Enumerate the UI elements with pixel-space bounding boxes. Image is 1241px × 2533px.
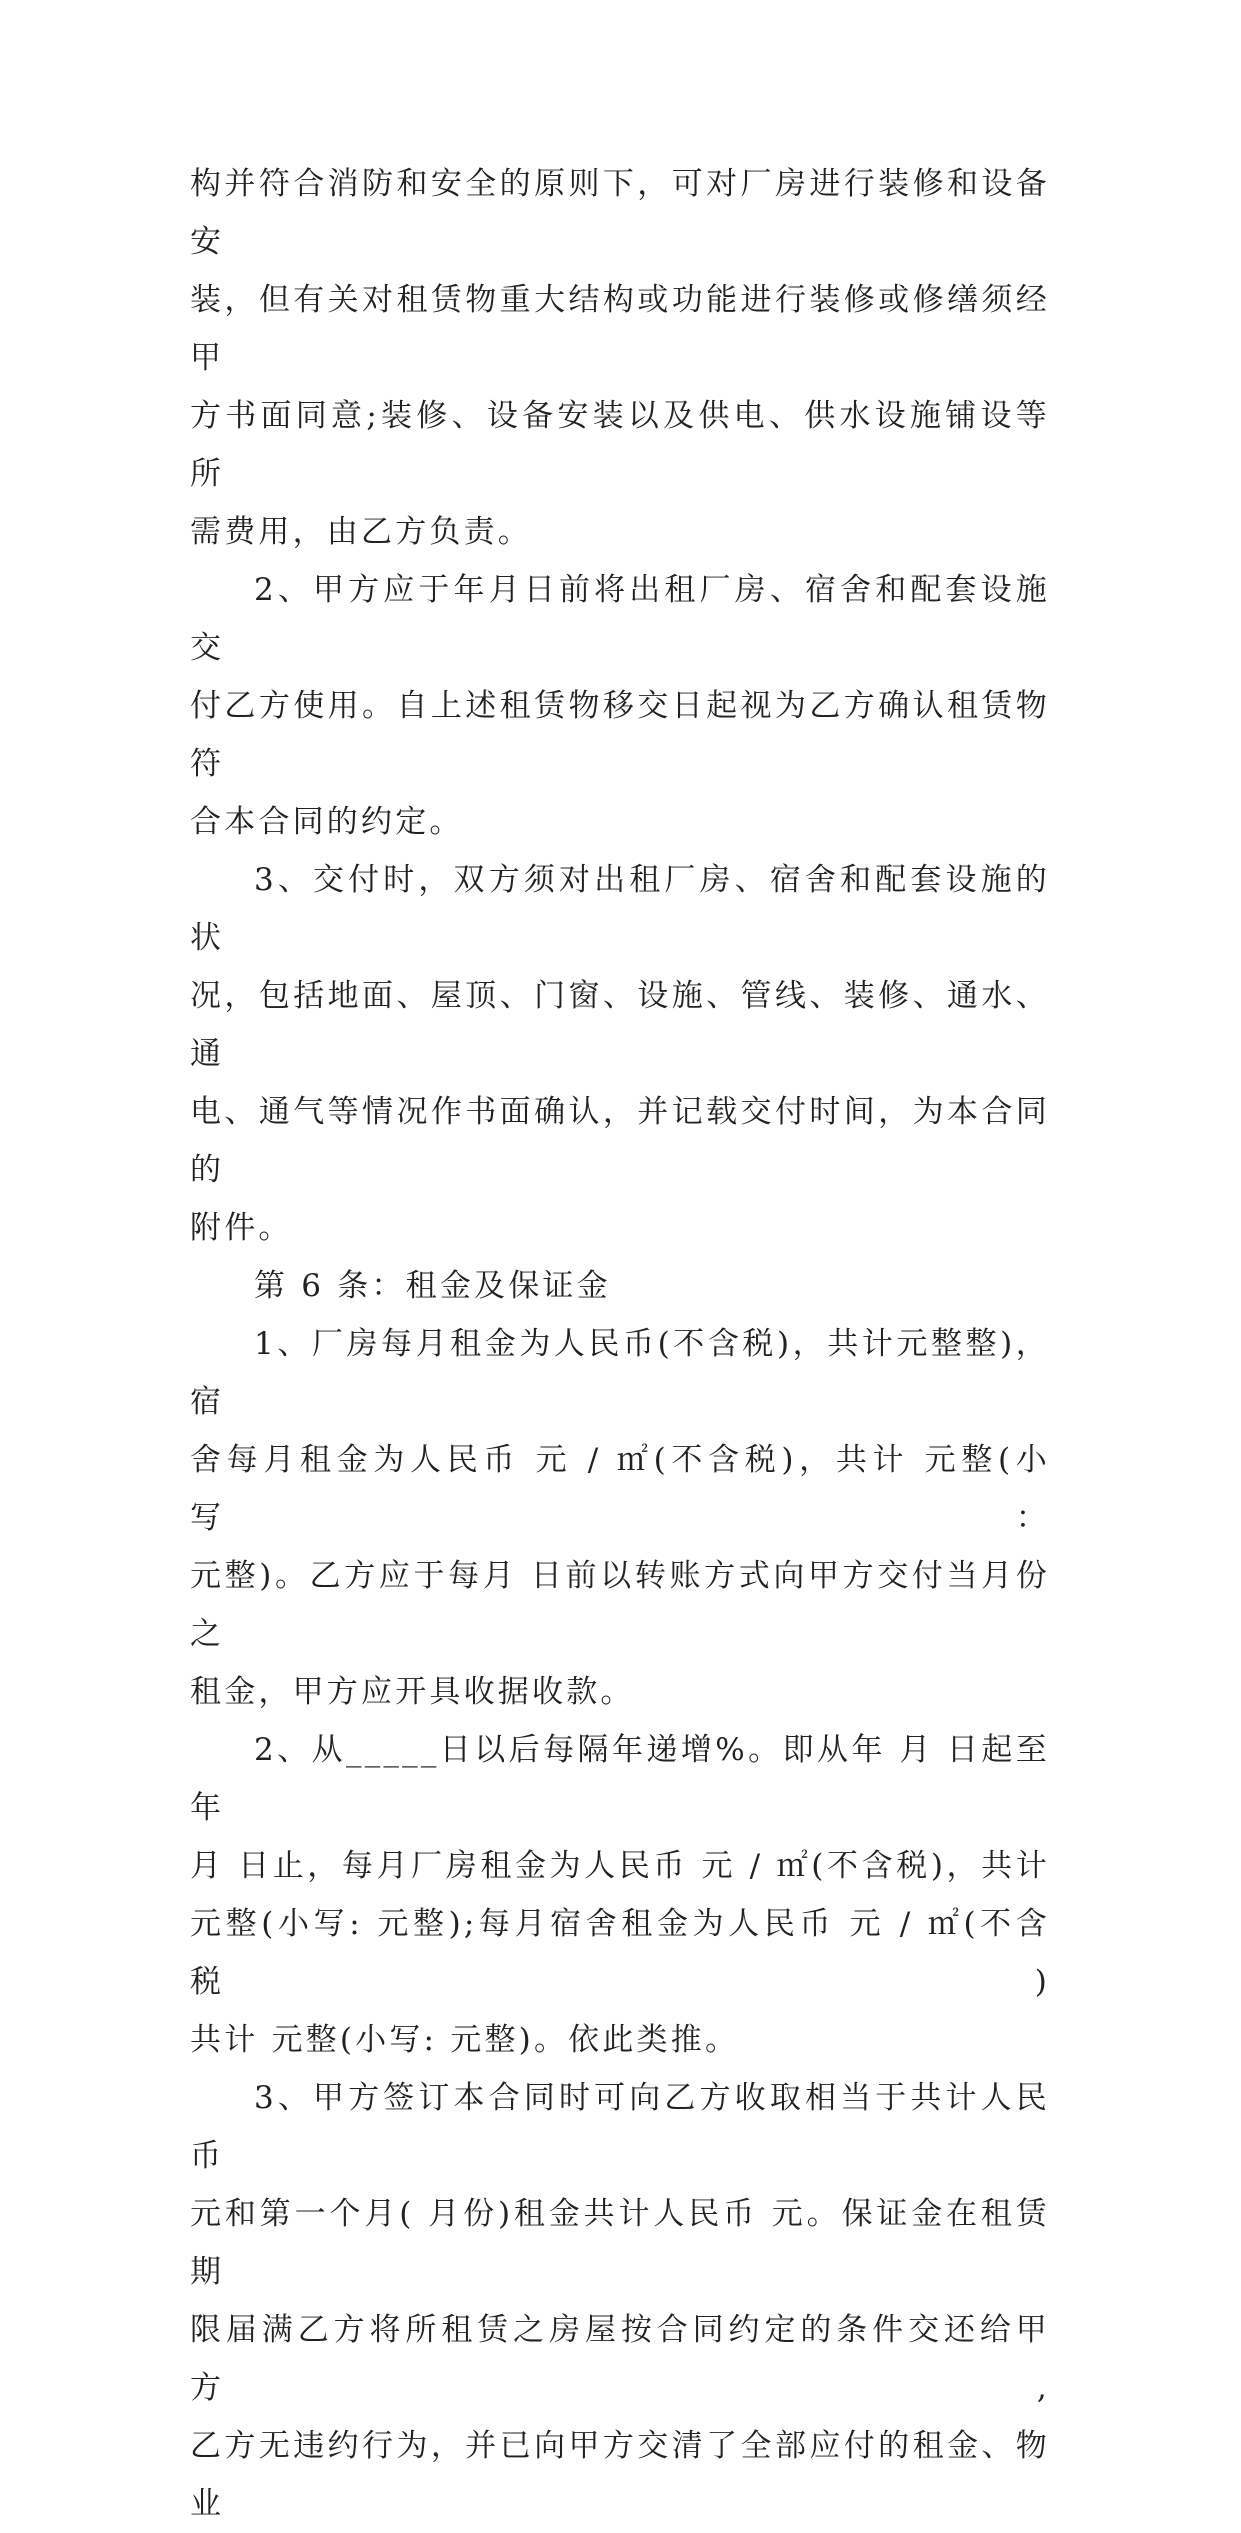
text-line: 3、交付时，双方须对出租厂房、宿舍和配套设施的状 (190, 862, 1050, 956)
text-line: 合本合同的约定。 (190, 804, 464, 840)
text-line: 电、通气等情况作书面确认，并记载交付时间，为本合同的 (190, 1094, 1050, 1188)
text-line: 1、厂房每月租金为人民币(不含税)，共计元整整)，宿 (190, 1326, 1050, 1420)
text-line: 装，但有关对租赁物重大结构或功能进行装修或修缮须经甲 (190, 282, 1050, 376)
text-line: 元和第一个月( 月份)租金共计人民币 元。保证金在租赁期 (190, 2196, 1050, 2290)
text-line: 共计 元整(小写: 元整)。依此类推。 (190, 2022, 740, 2058)
text-line: 元整)。乙方应于每月 日前以转账方式向甲方交付当月份之 (190, 1558, 1050, 1652)
text-line: 2、从_____日以后每隔年递增%。即从年 月 日起至 年 (190, 1732, 1050, 1826)
text-line: 况，包括地面、屋顶、门窗、设施、管线、装修、通水、通 (190, 978, 1050, 1072)
text-line: 月 日止，每月厂房租金为人民币 元 / ㎡(不含税)，共计 (190, 1848, 1050, 1884)
text-line: 附件。 (190, 1210, 293, 1246)
text-line: 需费用，由乙方负责。 (190, 514, 532, 550)
text-line: 元整(小写: 元整);每月宿舍租金为人民币 元 / ㎡(不含税) (190, 1906, 1050, 2000)
text-line: 舍每月租金为人民币 元 / ㎡(不含税)，共计 元整(小写： (190, 1442, 1050, 1536)
document-body (190, 155, 1050, 2533)
text-line: 构并符合消防和安全的原则下，可对厂房进行装修和设备安 (190, 166, 1050, 260)
text-line: 3、甲方签订本合同时可向乙方收取相当于共计人民币 (190, 2080, 1050, 2174)
text-line: 第 6 条：租金及保证金 (254, 1268, 611, 1304)
text-line: 2、甲方应于年月日前将出租厂房、宿舍和配套设施交 (190, 572, 1050, 666)
text-line: 限届满乙方将所租赁之房屋按合同约定的条件交还给甲方, (190, 2312, 1050, 2406)
text-line: 付乙方使用。自上述租赁物移交日起视为乙方确认租赁物符 (190, 688, 1050, 782)
text-line: 方书面同意;装修、设备安装以及供电、供水设施铺设等所 (190, 398, 1050, 492)
text-line: 乙方无违约行为，并已向甲方交清了全部应付的租金、物业 (190, 2428, 1050, 2522)
text-line: 租金，甲方应开具收据收款。 (190, 1674, 635, 1710)
